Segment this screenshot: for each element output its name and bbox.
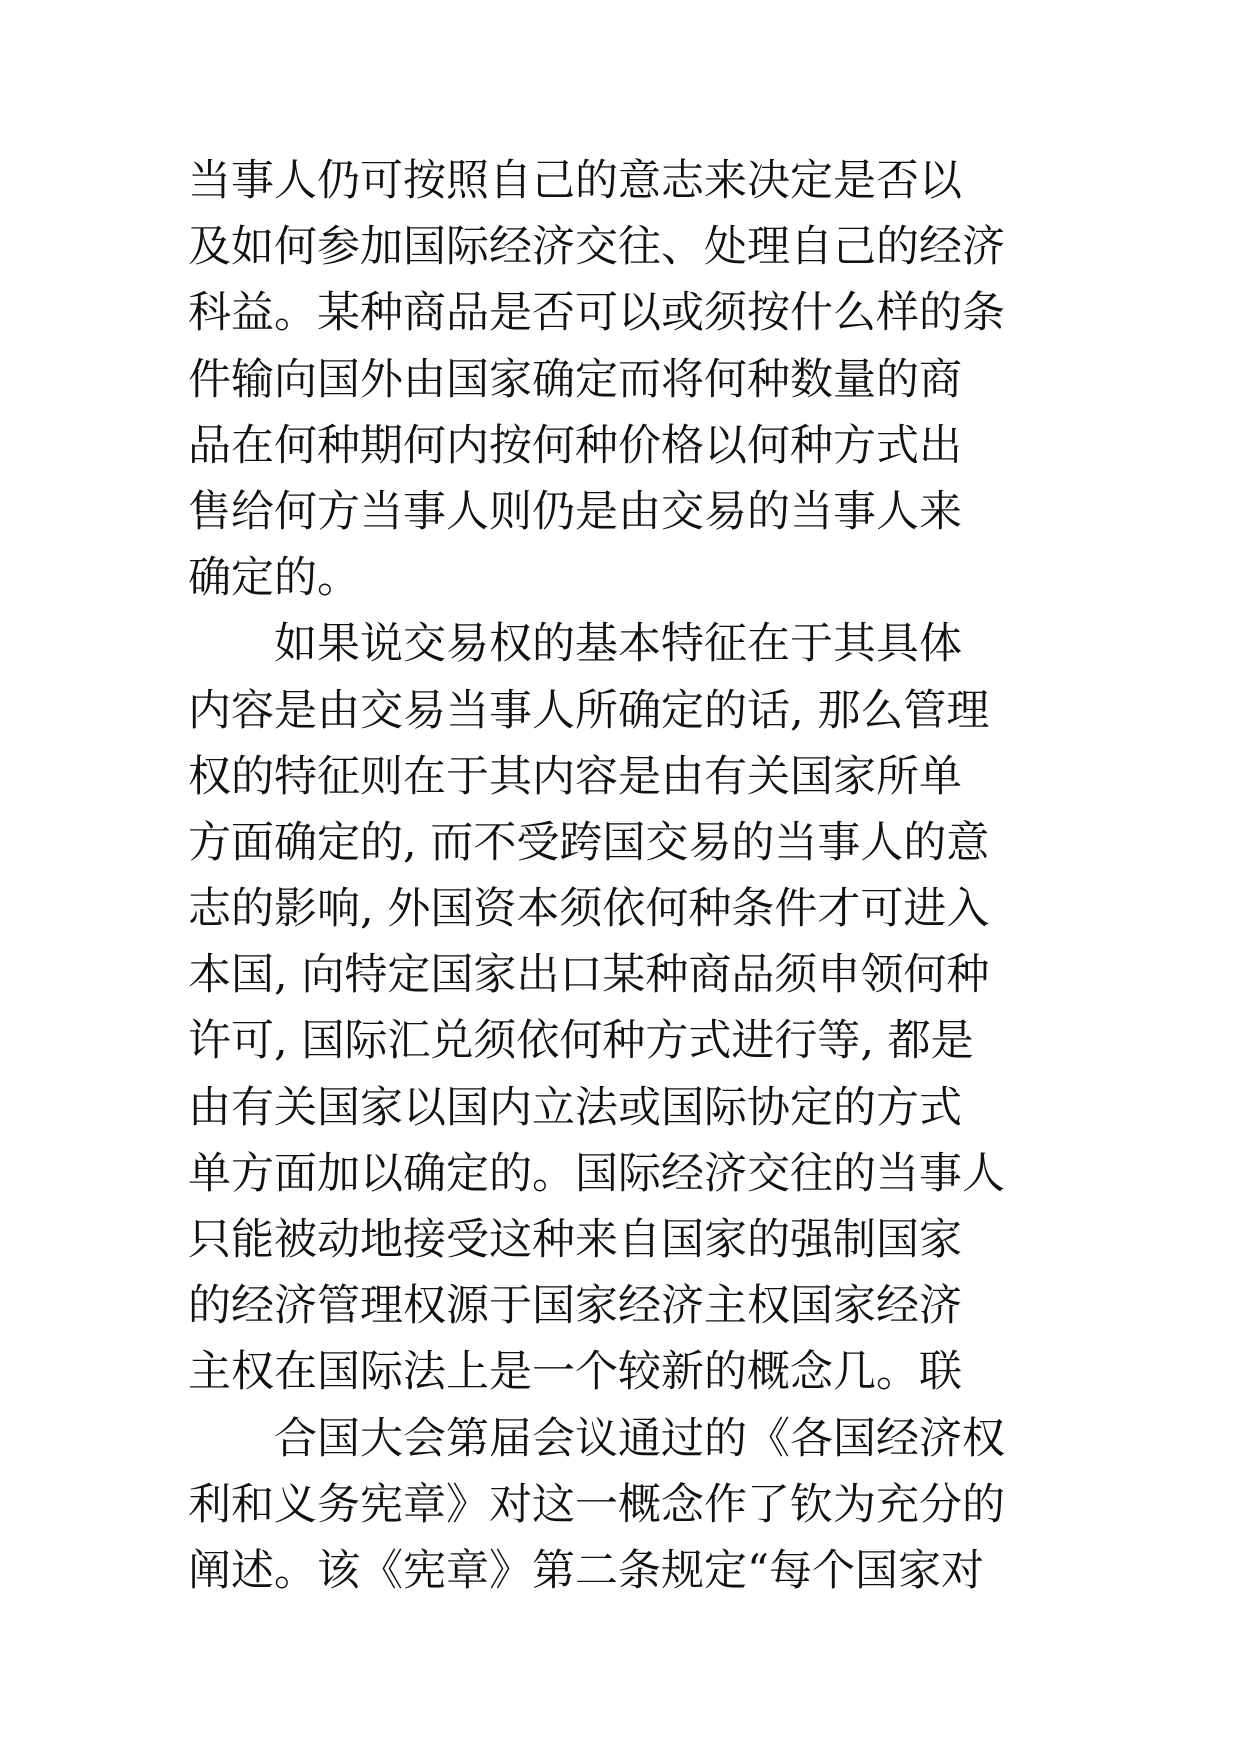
body-text bbox=[188, 148, 1068, 1604]
text-line: 权的特征则在于其内容是由有关国家所单 bbox=[188, 751, 962, 802]
text-line: 主权在国际法上是一个较新的概念几。联 bbox=[188, 1347, 962, 1398]
text-line: 阐述。该《宪章》第二条规定“每个国家对 bbox=[188, 1545, 984, 1596]
text-line: 本国, 向特定国家出口某种商品须申领何种 bbox=[188, 950, 990, 1001]
text-line: 当事人仍可按照自己的意志来决定是否以 bbox=[188, 156, 962, 206]
text-line: 售给何方当事人则仍是由交易的当事人来 bbox=[188, 486, 962, 537]
text-line: 科益。某种商品是否可以或须按什么样的条 bbox=[188, 288, 1005, 339]
text-line: 许可, 国际汇兑须依何种方式进行等, 都是 bbox=[188, 1016, 974, 1067]
text-line: 的经济管理权源于国家经济主权国家经济 bbox=[188, 1281, 962, 1332]
text-line: 确定的。 bbox=[188, 553, 360, 604]
text-line: 件输向国外由国家确定而将何种数量的商 bbox=[188, 354, 962, 405]
text-line: 内容是由交易当事人所确定的话, 那么管理 bbox=[188, 685, 990, 736]
text-line: 志的影响, 外国资本须依何种条件才可进入 bbox=[188, 884, 990, 935]
text-line: 利和义务宪章》对这一概念作了钦为充分的 bbox=[188, 1479, 1005, 1530]
text-line: 及如何参加国际经济交往、处理自己的经济 bbox=[188, 222, 1005, 273]
text-line: 合国大会第届会议通过的《各国经济权 bbox=[188, 1413, 1005, 1464]
text-line: 如果说交易权的基本特征在于其具体 bbox=[188, 619, 962, 670]
text-line: 只能被动地接受这种来自国家的强制国家 bbox=[188, 1215, 962, 1265]
text-line: 单方面加以确定的。国际经济交往的当事人 bbox=[188, 1148, 1005, 1199]
text-line: 品在何种期何内按何种价格以何种方式出 bbox=[188, 420, 962, 471]
text-line: 方面确定的, 而不受跨国交易的当事人的意 bbox=[188, 817, 990, 868]
text-line: 由有关国家以国内立法或国际协定的方式 bbox=[188, 1082, 962, 1133]
